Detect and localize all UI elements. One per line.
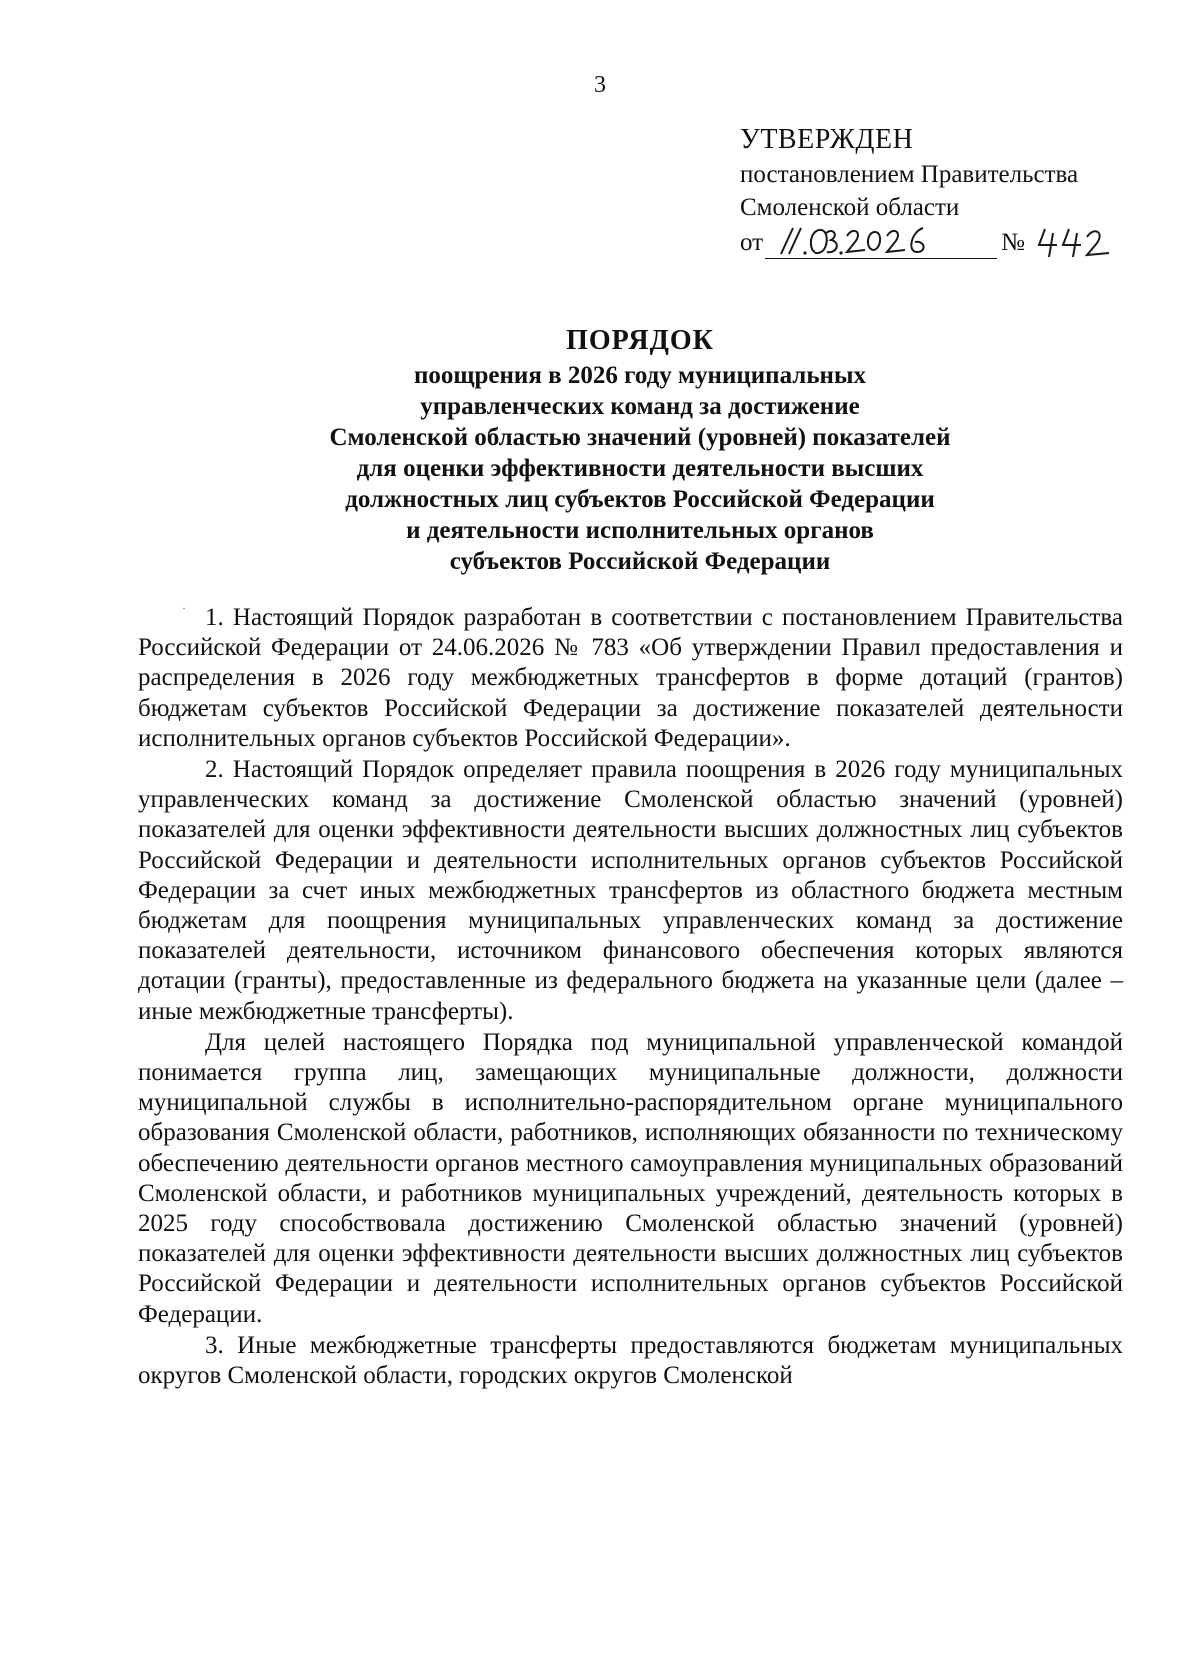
page-number: 3 (594, 72, 606, 98)
subtitle-line: и деятельности исполнительных органов (406, 517, 874, 544)
approval-block (740, 122, 1170, 259)
subtitle-line: субъектов Российской Федерации (449, 548, 831, 575)
paragraph-definition: Для целей настоящего Порядка под муниципальной управленческой командой понимается группа лиц, замещающих муниципальные должности, должности муниципальной службы в исполнительно-распорядительном органе муниципального образования Смоленской области, работников, исполняющих обязанности по техническому обеспечению деятельности органов местного самоуправления муниципальных образований Смоленской области, и работников муниципальных учреждений, деятельность которых в 2025 году способствовала достижению Смоленской областью значений (уровней) показателей для оценки эффективности деятельности высших должностных лиц субъектов Российской Федерации и деятельности исполнительных органов субъектов Российской Федерации. (138, 1028, 1123, 1328)
subtitle-line: Смоленской областью значений (уровней) показателей (329, 424, 951, 451)
subtitle-line: управленческих команд за достижение (420, 393, 860, 420)
date-prefix: от (740, 229, 764, 256)
document-heading (0, 322, 1200, 577)
document-title: ПОРЯДОК (566, 325, 714, 356)
subtitle-line: поощрения в 2026 году муниципальных (414, 362, 866, 389)
handwritten-date-signature (775, 222, 945, 262)
scan-artifact-mark: · (182, 601, 186, 615)
subtitle-line: для оценки эффективности деятельности высших (356, 455, 924, 482)
approval-line-2: Смоленской области (740, 194, 960, 221)
approval-date-number-row (740, 226, 1170, 259)
subtitle-line: должностных лиц субъектов Российской Федерации (345, 486, 935, 513)
number-field (1031, 229, 1101, 259)
approval-title: УТВЕРЖДЕН (740, 124, 914, 155)
handwritten-number-signature (1035, 223, 1115, 263)
date-field (765, 228, 997, 259)
paragraph-1: 1. Настоящий Порядок разработан в соответствии с постановлением Правительства Российской Федерации от 24.06.2026 № 783 «Об утверждении Правил предоставления и распределения в 2026 году межбюджетных трансфертов в форме дотаций (грантов) бюджетам субъектов Российской Федерации за достижение показателей деятельности исполнительных органов субъектов Российской Федерации». (138, 604, 1123, 752)
number-prefix: № (1001, 229, 1025, 256)
paragraph-3: 3. Иные межбюджетные трансферты предоставляются бюджетам муниципальных округов Смоленской области, городских округов Смоленской (138, 1331, 1123, 1390)
document-body (138, 603, 1123, 1391)
paragraph-2: 2. Настоящий Порядок определяет правила поощрения в 2026 году муниципальных управленческих команд за достижение Смоленской областью значений (уровней) показателей для оценки эффективности деятельности высших должностных лиц субъектов Российской Федерации и деятельности исполнительных органов субъектов Российской Федерации за счет иных межбюджетных трансфертов из областного бюджета местным бюджетам для поощрения муниципальных управленческих команд за достижение показателей деятельности, источником финансового обеспечения которых являются дотации (гранты), предоставленные из федерального бюджета на указанные цели (далее – иные межбюджетные трансферты). (138, 756, 1123, 1025)
approval-line-1: постановлением Правительства (740, 161, 1079, 188)
